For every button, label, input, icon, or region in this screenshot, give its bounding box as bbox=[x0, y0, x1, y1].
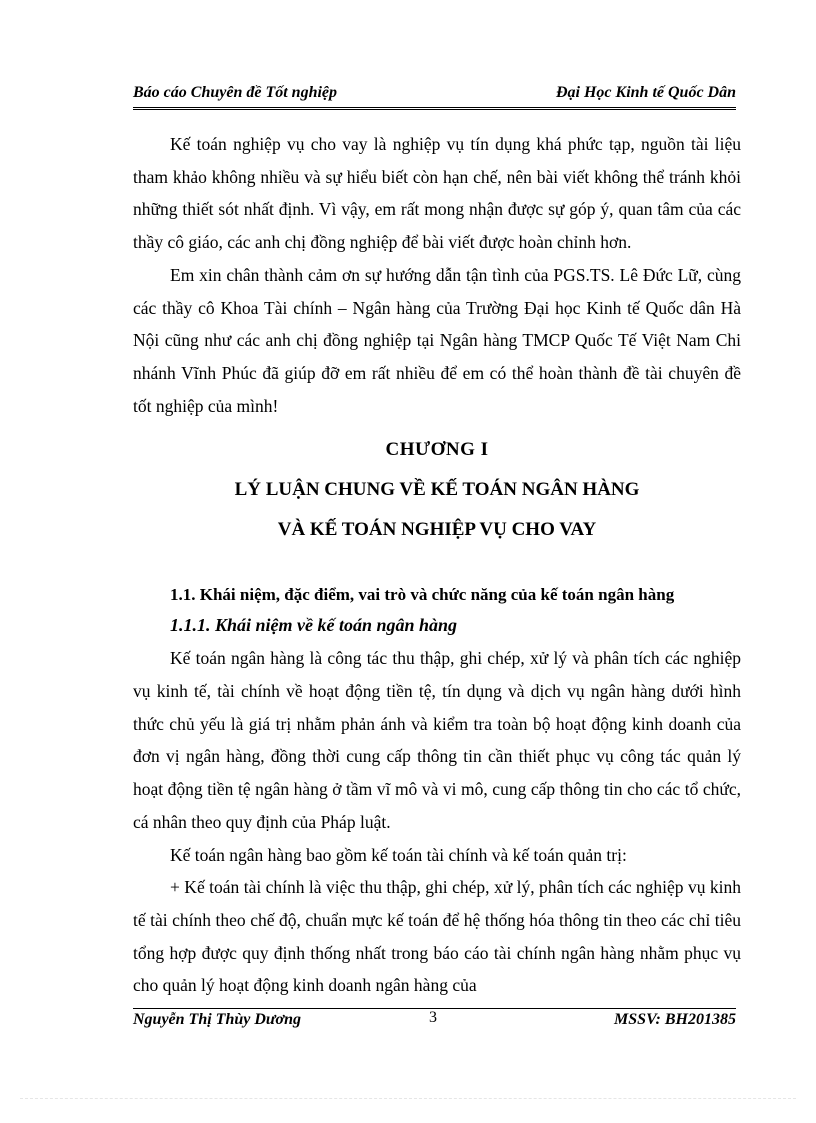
paragraph-definition: Kế toán ngân hàng là công tác thu thập, ghi chép, xử lý và phân tích các nghiệp vụ kinh tế, tài chính về hoạt động tiền tệ, tín dụng và dịch vụ ngân hàng dưới hình thức chủ yếu là giá trị nhằm phản ánh và kiểm tra toàn bộ hoạt động kinh doanh của đơn vị ngân hàng, đồng thời cung cấp thông tin cần thiết phục vụ công tác quản lý hoạt động tiền tệ ngân hàng ở tầm vĩ mô và vi mô, cung cấp thông tin cho các tổ chức, cá nhân theo quy định của Pháp luật. bbox=[133, 648, 741, 832]
header-university: Đại Học Kinh tế Quốc Dân bbox=[555, 84, 736, 101]
paragraph-acknowledgment-2: Em xin chân thành cảm ơn sự hướng dẫn tận tình của PGS.TS. Lê Đức Lữ, cùng các thầy cô Khoa Tài chính – Ngân hàng của Trường Đại học Kinh tế Quốc dân Hà Nội cũng như các anh chị đồng nghiệp tại Ngân hàng TMCP Quốc Tế Việt Nam Chi nhánh Vĩnh Phúc đã giúp đỡ em rất nhiều để em có thể hoàn thành đề tài chuyên đề tốt nghiệp của mình! bbox=[133, 264, 741, 416]
paragraph-components: Kế toán ngân hàng bao gồm kế toán tài chính và kế toán quản trị: bbox=[170, 844, 627, 865]
header-divider bbox=[133, 107, 736, 110]
subsection-heading: 1.1.1. Khái niệm về kế toán ngân hàng bbox=[170, 615, 458, 636]
footer-student-id: MSSV: BH201385 bbox=[614, 1011, 736, 1028]
page-bottom-edge bbox=[20, 1098, 796, 1099]
chapter-title-line-2: VÀ KẾ TOÁN NGHIỆP VỤ CHO VAY bbox=[277, 519, 597, 541]
footer-page-number: 3 bbox=[429, 1009, 437, 1026]
paragraph-financial-accounting: + Kế toán tài chính là việc thu thập, ghi chép, xử lý, phân tích các nghiệp vụ kinh tế tài chính theo chế độ, chuẩn mực kế toán để hệ thống hóa thông tin theo các chỉ tiêu tổng hợp được quy định thống nhất trong báo cáo tài chính ngân hàng nhằm phục vụ cho quản lý hoạt động kinh doanh ngân hàng của bbox=[133, 877, 741, 996]
footer-author: Nguyễn Thị Thùy Dương bbox=[133, 1011, 301, 1028]
paragraph-acknowledgment-1: Kế toán nghiệp vụ cho vay là nghiệp vụ tín dụng khá phức tạp, nguồn tài liệu tham khảo không nhiều và sự hiểu biết còn hạn chế, nên bài viết không thể tránh khỏi những thiết sót nhất định. Vì vậy, em rất mong nhận được sự góp ý, quan tâm của các thầy cô giáo, các anh chị đồng nghiệp để bài viết được hoàn chỉnh hơn. bbox=[133, 134, 741, 253]
chapter-heading bbox=[133, 430, 741, 550]
page-footer bbox=[133, 1011, 736, 1033]
section-heading: 1.1. Khái niệm, đặc điểm, vai trò và chức năng của kế toán ngân hàng bbox=[170, 585, 675, 605]
page-header bbox=[133, 82, 736, 106]
document-body bbox=[133, 128, 741, 1002]
header-report-title: Báo cáo Chuyên đề Tốt nghiệp bbox=[133, 84, 338, 101]
chapter-title-line-1: LÝ LUẬN CHUNG VỀ KẾ TOÁN NGÂN HÀNG bbox=[234, 479, 640, 501]
chapter-number: CHƯƠNG I bbox=[385, 439, 489, 461]
